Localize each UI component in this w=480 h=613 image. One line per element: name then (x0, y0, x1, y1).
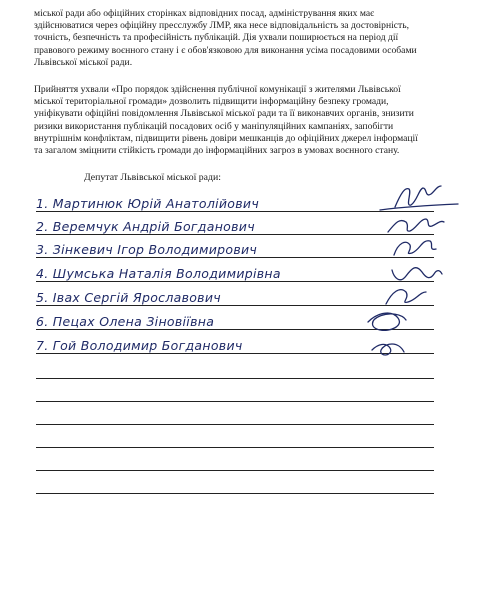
text-line: уніфікувати офіційні повідомлення Львівської міської ради та її виконавчих органів, знизити (34, 108, 414, 120)
signature-1 (395, 186, 441, 207)
text-line: точність, безпечність та професійність публікацій. Дія ухвали поширюється на період дії (34, 32, 399, 44)
text-line: та загалом зміцнити стійкість громади до інформаційних загроз в умовах воєнного стану. (34, 145, 400, 157)
handwritten-name: 5. Івах Сергій Ярославович (36, 290, 221, 305)
text-line: Львівської міської ради. (34, 56, 133, 68)
signature-5 (386, 290, 426, 304)
signature-4 (392, 268, 442, 280)
text-line: міської територіальної громади» дозволить підвищити інформаційну безпеку громади, (34, 96, 389, 108)
signature-3 (394, 241, 436, 255)
handwritten-name: 7. Гой Володимир Богданович (36, 338, 243, 353)
signature-1-swash (380, 204, 458, 210)
handwritten-name: 1. Мартинюк Юрій Анатолійович (36, 196, 260, 211)
signatures-heading: Депутат Львівської міської ради: (84, 172, 221, 183)
text-line: правового режиму воєнного стану і є обов'язковою для виконання усіма посадовими особами (34, 44, 417, 56)
signature-7 (372, 344, 404, 355)
signature-6 (368, 313, 406, 330)
text-line: здійснюватися через офіційну пресслужбу ЛМР, яка несе відповідальність за достовірність, (34, 20, 409, 32)
text-line: ризики використання публікацій посадових осіб у маніпуляційних кампаніях, запобігти (34, 120, 394, 132)
handwritten-name: 2. Веремчук Андрій Богданович (36, 219, 255, 234)
text-line: міської ради або офіційних сторінках відповідних посад, адміністрування яких має (34, 8, 375, 19)
handwritten-name: 3. Зінкевич Ігор Володимирович (36, 242, 258, 257)
signature-2 (388, 219, 444, 232)
text-line: внутрішнім конфліктам, підвищити рівень довіри мешканців до офіційних джерел інформації (34, 132, 418, 144)
handwritten-name: 6. Пецах Олена Зіновіївна (36, 314, 215, 329)
handwritten-name: 4. Шумська Наталія Володимирівна (36, 266, 281, 281)
text-line: Прийняття ухвали «Про порядок здійснення публічної комунікації з жителями Львівської (34, 84, 401, 95)
